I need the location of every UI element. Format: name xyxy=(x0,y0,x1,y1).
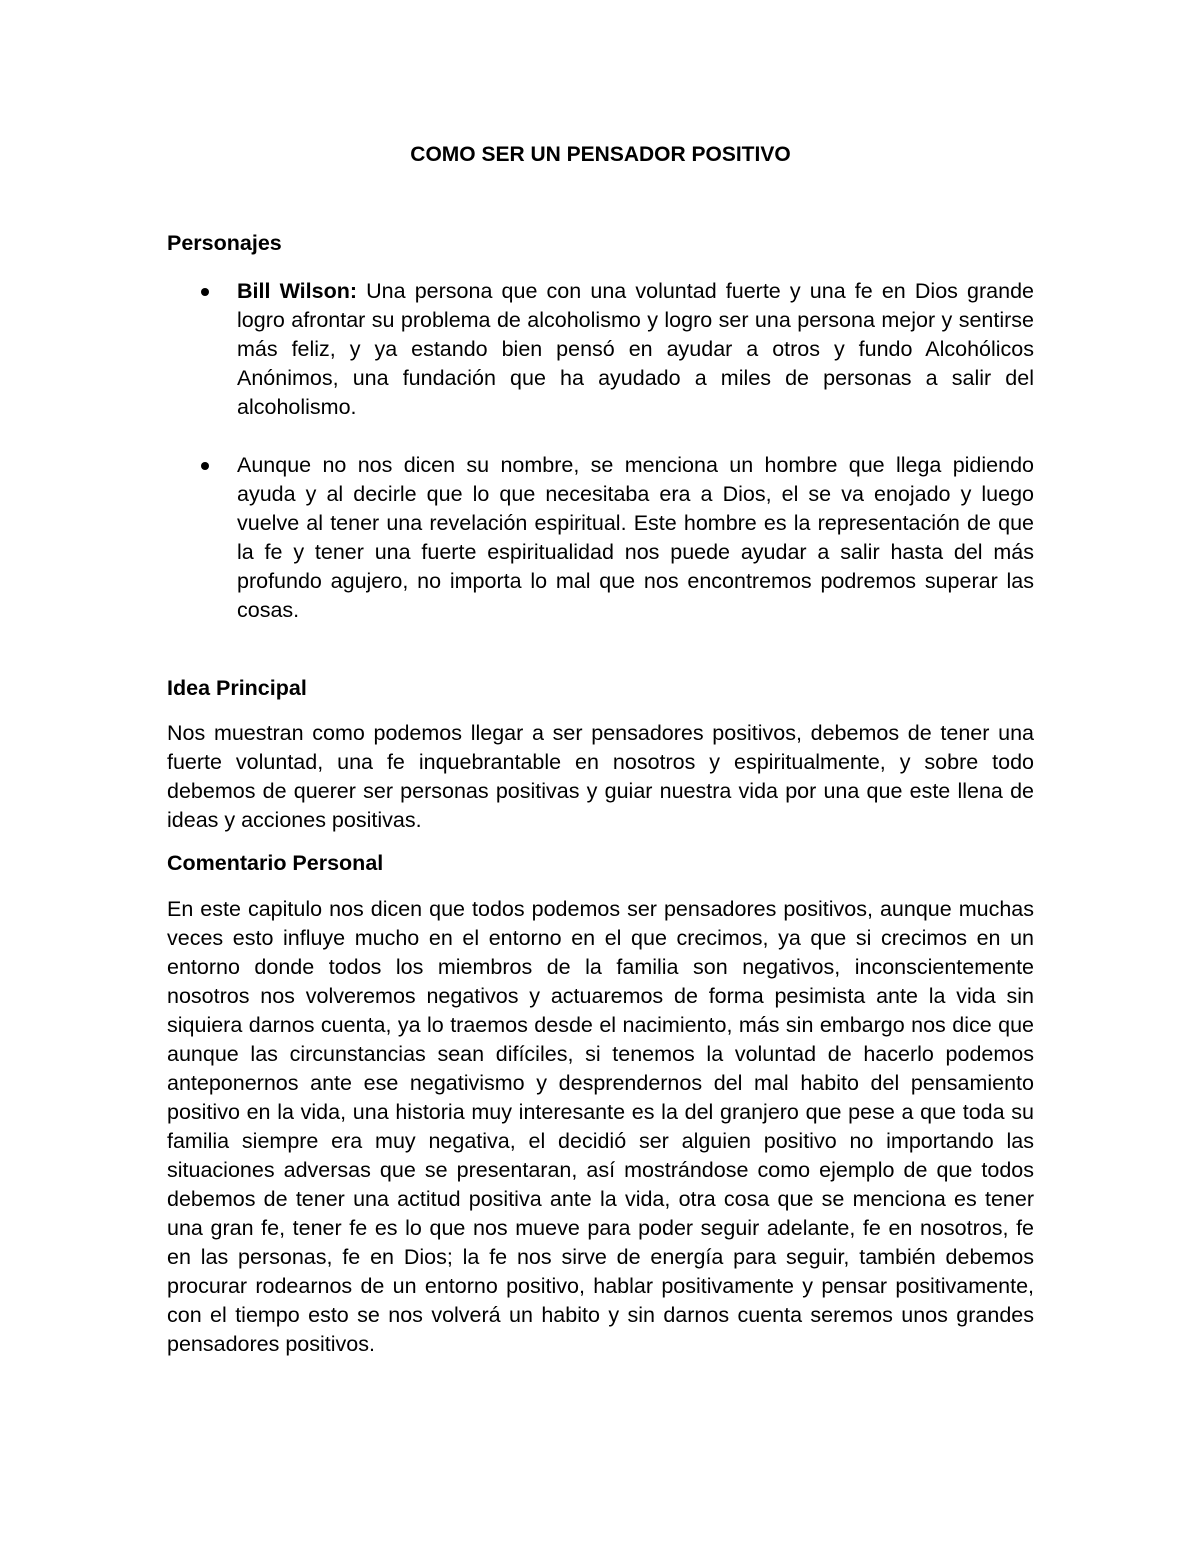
idea-principal-paragraph: Nos muestran como podemos llegar a ser pensadores positivos, debemos de tener una fuerte voluntad, una fe inquebrantable en nosotros y espiritualmente, y sobre todo debemos de querer ser personas positivas y guiar nuestra vida por una que este llena de ideas y acciones positivas. xyxy=(167,721,1034,832)
list-item xyxy=(167,451,1034,625)
section-heading-personajes: Personajes xyxy=(167,231,282,255)
document-title: COMO SER UN PENSADOR POSITIVO xyxy=(410,143,791,166)
character-name: Bill Wilson: xyxy=(237,279,358,303)
comentario-personal-paragraph: En este capitulo nos dicen que todos podemos ser pensadores positivos, aunque muchas veces esto influye mucho en el entorno en el que crecimos, ya que si crecimos en un entorno donde todos los miembros de la familia son negativos, inconscientemente nosotros nos volveremos negativos y actuaremos de forma pesimista ante la vida sin siquiera darnos cuenta, ya lo traemos desde el nacimiento, más sin embargo nos dice que aunque las circunstancias sean difíciles, si tenemos la voluntad de hacerlo podemos anteponernos ante ese negativismo y desprendernos del mal habito del pensamiento positivo en la vida, una historia muy interesante es la del granjero que pese a que toda su familia siempre era muy negativa, el decidió ser alguien positivo no importando las situaciones adversas que se presentaran, así mostrándose como ejemplo de que todos debemos de tener una actitud positiva ante la vida, otra cosa que se menciona es tener una gran fe, tener fe es lo que nos mueve para poder seguir adelante, fe en nosotros, fe en las personas, fe en Dios; la fe nos sirve de energía para seguir, también debemos procurar rodearnos de un entorno positivo, hablar positivamente y pensar positivamente, con el tiempo esto se nos volverá un habito y sin darnos cuenta seremos unos grandes pensadores positivos. xyxy=(167,897,1034,1356)
character-description: Aunque no nos dicen su nombre, se menciona un hombre que llega pidiendo ayuda y al decirle que lo que necesitaba era a Dios, el se va enojado y luego vuelve al tener una revelación espiritual. Este hombre es la representación de que la fe y tener una fuerte espiritualidad nos puede ayudar a salir hasta del más profundo agujero, no importa lo mal que nos encontremos podremos superar las cosas. xyxy=(237,453,1034,622)
list-item xyxy=(167,277,1034,422)
bullet-icon xyxy=(201,462,209,470)
character-description: Una persona que con una voluntad fuerte y una fe en Dios grande logro afrontar su problema de alcoholismo y logro ser una persona mejor y sentirse más feliz, y ya estando bien pensó en ayudar a otros y fundo Alcohólicos Anónimos, una fundación que ha ayudado a miles de personas a salir del alcoholismo. xyxy=(237,279,1034,419)
section-heading-idea-principal: Idea Principal xyxy=(167,676,307,700)
section-heading-comentario-personal: Comentario Personal xyxy=(167,851,384,875)
bullet-icon xyxy=(201,288,209,296)
personajes-list xyxy=(167,277,1034,625)
